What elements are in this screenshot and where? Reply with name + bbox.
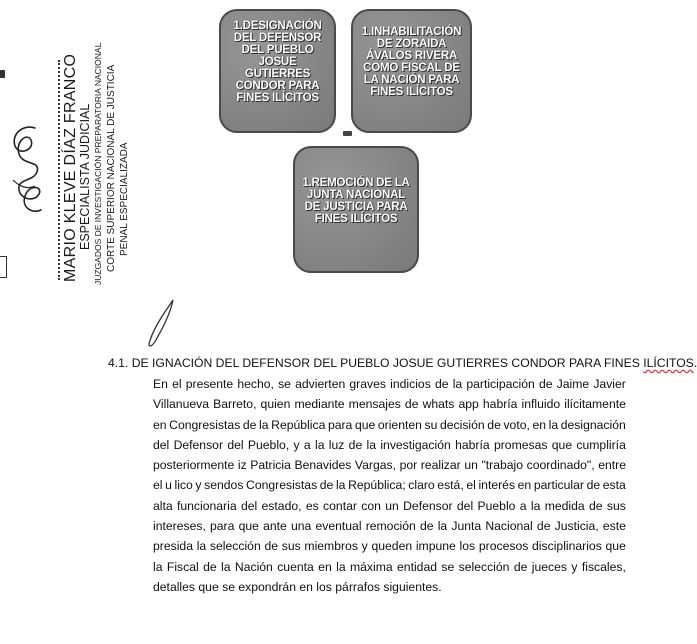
stamp-court-line3: PENAL ESPECIALIZADA (119, 142, 130, 256)
paragraph-line: del Defensor del Pueblo, y a la luz de la investigación habría promesas que cumpliría (153, 437, 626, 452)
paragraph-line: detalles que se expondrán en los párrafos siguientes. (153, 579, 442, 594)
paragraph-line: posteriormente iz Patricia Benavides Vargas, por realizar un "trabajo coordinado", entre (153, 458, 626, 473)
stamp-dotted-line (58, 60, 62, 280)
paragraph-line: el u lico y sendos Congresistas de la República; claro está, el interés en particular de esta (153, 478, 626, 493)
diagram-box-disqualification (351, 9, 472, 133)
section-heading-suffix: . (693, 356, 697, 370)
pen-stroke-icon (143, 298, 179, 350)
paragraph-line: Villanueva Barreto, quien mediante mensajes de whats app habría influido ilícitamente (153, 397, 626, 412)
section-heading-prefix: 4.1. DE IGNACIÓN DEL DEFENSOR DEL PUEBLO JOSUE GUTIERRES CONDOR PARA FINES (108, 356, 644, 370)
section-heading (108, 356, 697, 370)
section-heading-flagged-word: ILÍCITOS (643, 356, 694, 370)
paragraph-line: alta funcionaria del estado, es contar con un Defensor del Pueblo a la medida de sus (153, 498, 626, 513)
section-paragraph (153, 374, 626, 597)
paragraph-line: en Congresistas de la República para que orienten su decisión de voto, en la designación (153, 417, 626, 432)
stamp-court-line2: CORTE SUPERIOR NACIONAL DE JUSTICIA (106, 64, 117, 272)
stamp-name: MARIO KLEVE DÍAZ FRANCO (62, 53, 79, 282)
stamp-role: ESPECIALISTA JUDICIAL (78, 103, 92, 250)
handwritten-signature-icon (5, 120, 51, 220)
paragraph-line: En el presente hecho, se advierten graves indicios de la participación de Jaime Javier (153, 377, 626, 391)
diagram-box-designation (219, 9, 336, 133)
stamp-court-line1: JUZGADOS DE INVESTIGACIÓN PREPARATORIA NACIONAL (93, 42, 103, 285)
diagram-box-disqualification-text: 1.INHABILITACIÓN DE ZORAIDA ÁVALOS RIVERA COMO FISCAL DE LA NACIÓN PARA FINES ILÍCITOS (361, 26, 462, 98)
paragraph-line: presida la selección de sus miembros y queden impune los procesos disciplinarios que (153, 539, 626, 554)
diagram-connector (343, 131, 352, 136)
diagram-box-designation-text: 1.DESIGNACIÓN DEL DEFENSOR DEL PUEBLO JOSUE GUTIERRES CONDOR PARA FINES ILÍCITOS (233, 20, 322, 104)
diagram-box-removal-text: 1.REMOCIÓN DE LA JUNTA NACIONAL DE JUSTICIA PARA FINES ILÍCITOS (302, 176, 410, 225)
paragraph-line: la Fiscal de la Nación cuenta en la máxima entidad se selección de jueces y fiscales, (153, 559, 626, 574)
paragraph-line: intereses, para que ante una eventual remoción de la Junta Nacional de Justicia, este (153, 519, 626, 534)
scan-mark-bracket (0, 256, 7, 278)
diagram-box-removal (293, 146, 419, 273)
